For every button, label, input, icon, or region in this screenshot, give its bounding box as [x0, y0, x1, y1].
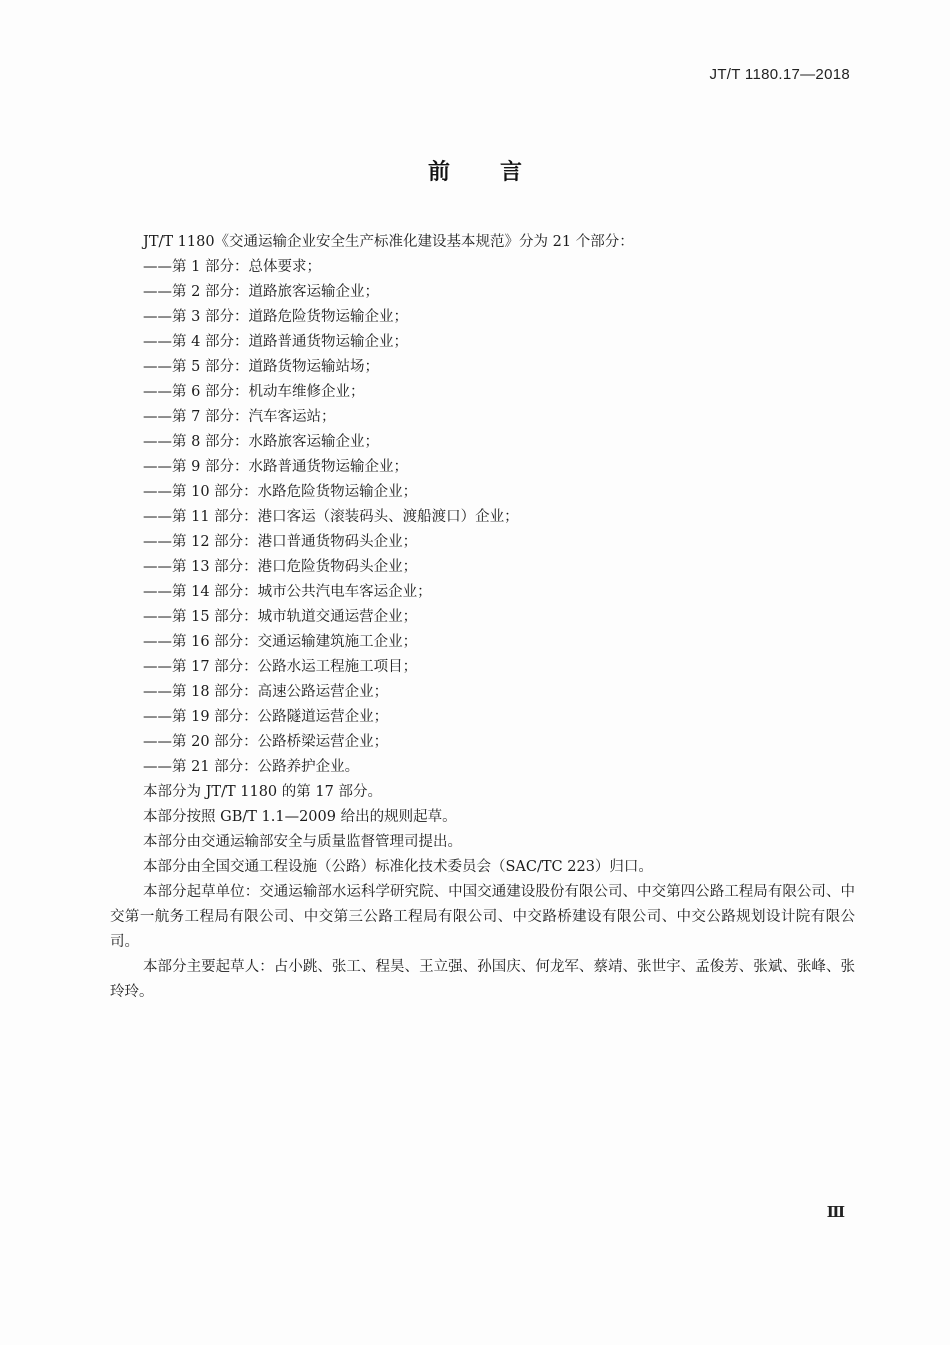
part-item: ——第 2 部分：道路旅客运输企业； — [143, 284, 379, 300]
part-item: ——第 6 部分：机动车维修企业； — [143, 384, 365, 400]
part-item: ——第 1 部分：总体要求； — [143, 259, 321, 275]
page-number: Ⅲ — [826, 1203, 845, 1221]
part-item: ——第 21 部分：公路养护企业。 — [143, 759, 360, 775]
part-item: ——第 19 部分：公路隧道运营企业； — [143, 709, 389, 725]
parts-list — [110, 255, 855, 780]
part-item: ——第 17 部分：公路水运工程施工项目； — [143, 659, 418, 675]
part-item: ——第 15 部分：城市轨道交通运营企业； — [143, 609, 418, 625]
paragraph-list — [110, 780, 855, 1005]
part-item: ——第 4 部分：道路普通货物运输企业； — [143, 334, 408, 350]
part-item: ——第 18 部分：高速公路运营企业； — [143, 684, 389, 700]
part-item: ——第 8 部分：水路旅客运输企业； — [143, 434, 379, 450]
standard-code: JT/T 1180.17—2018 — [709, 66, 850, 83]
document-body — [110, 230, 855, 1005]
part-item: ——第 11 部分：港口客运（滚装码头、渡船渡口）企业； — [143, 509, 519, 525]
body-paragraph: 本部分由全国交通工程设施（公路）标准化技术委员会（SAC/TC 223）归口。 — [143, 859, 653, 875]
body-paragraph: 本部分为 JT/T 1180 的第 17 部分。 — [143, 784, 382, 800]
part-item: ——第 3 部分：道路危险货物运输企业； — [143, 309, 408, 325]
part-item: ——第 20 部分：公路桥梁运营企业； — [143, 734, 389, 750]
part-item: ——第 5 部分：道路货物运输站场； — [143, 359, 379, 375]
body-paragraph: 本部分按照 GB/T 1.1—2009 给出的规则起草。 — [143, 809, 457, 825]
page-title: 前言 — [427, 160, 572, 185]
body-paragraph: 本部分起草单位：交通运输部水运科学研究院、中国交通建设股份有限公司、中交第四公路工程局有限公司、中交第一航务工程局有限公司、中交第三公路工程局有限公司、中交路桥建设有限公司、中交公路规划设计院有限公司。 — [110, 884, 855, 950]
part-item: ——第 14 部分：城市公共汽电车客运企业； — [143, 584, 432, 600]
intro-paragraph: JT/T 1180《交通运输企业安全生产标准化建设基本规范》分为 21 个部分： — [143, 234, 634, 250]
part-item: ——第 10 部分：水路危险货物运输企业； — [143, 484, 418, 500]
part-item: ——第 16 部分：交通运输建筑施工企业； — [143, 634, 418, 650]
part-item: ——第 9 部分：水路普通货物运输企业； — [143, 459, 408, 475]
part-item: ——第 12 部分：港口普通货物码头企业； — [143, 534, 418, 550]
body-paragraph: 本部分由交通运输部安全与质量监督管理司提出。 — [143, 834, 462, 850]
part-item: ——第 13 部分：港口危险货物码头企业； — [143, 559, 418, 575]
body-paragraph: 本部分主要起草人：占小跳、张工、程昊、王立强、孙国庆、何龙军、蔡靖、张世宇、孟俊芳、张斌、张峰、张玲玲。 — [110, 959, 855, 1000]
part-item: ——第 7 部分：汽车客运站； — [143, 409, 336, 425]
